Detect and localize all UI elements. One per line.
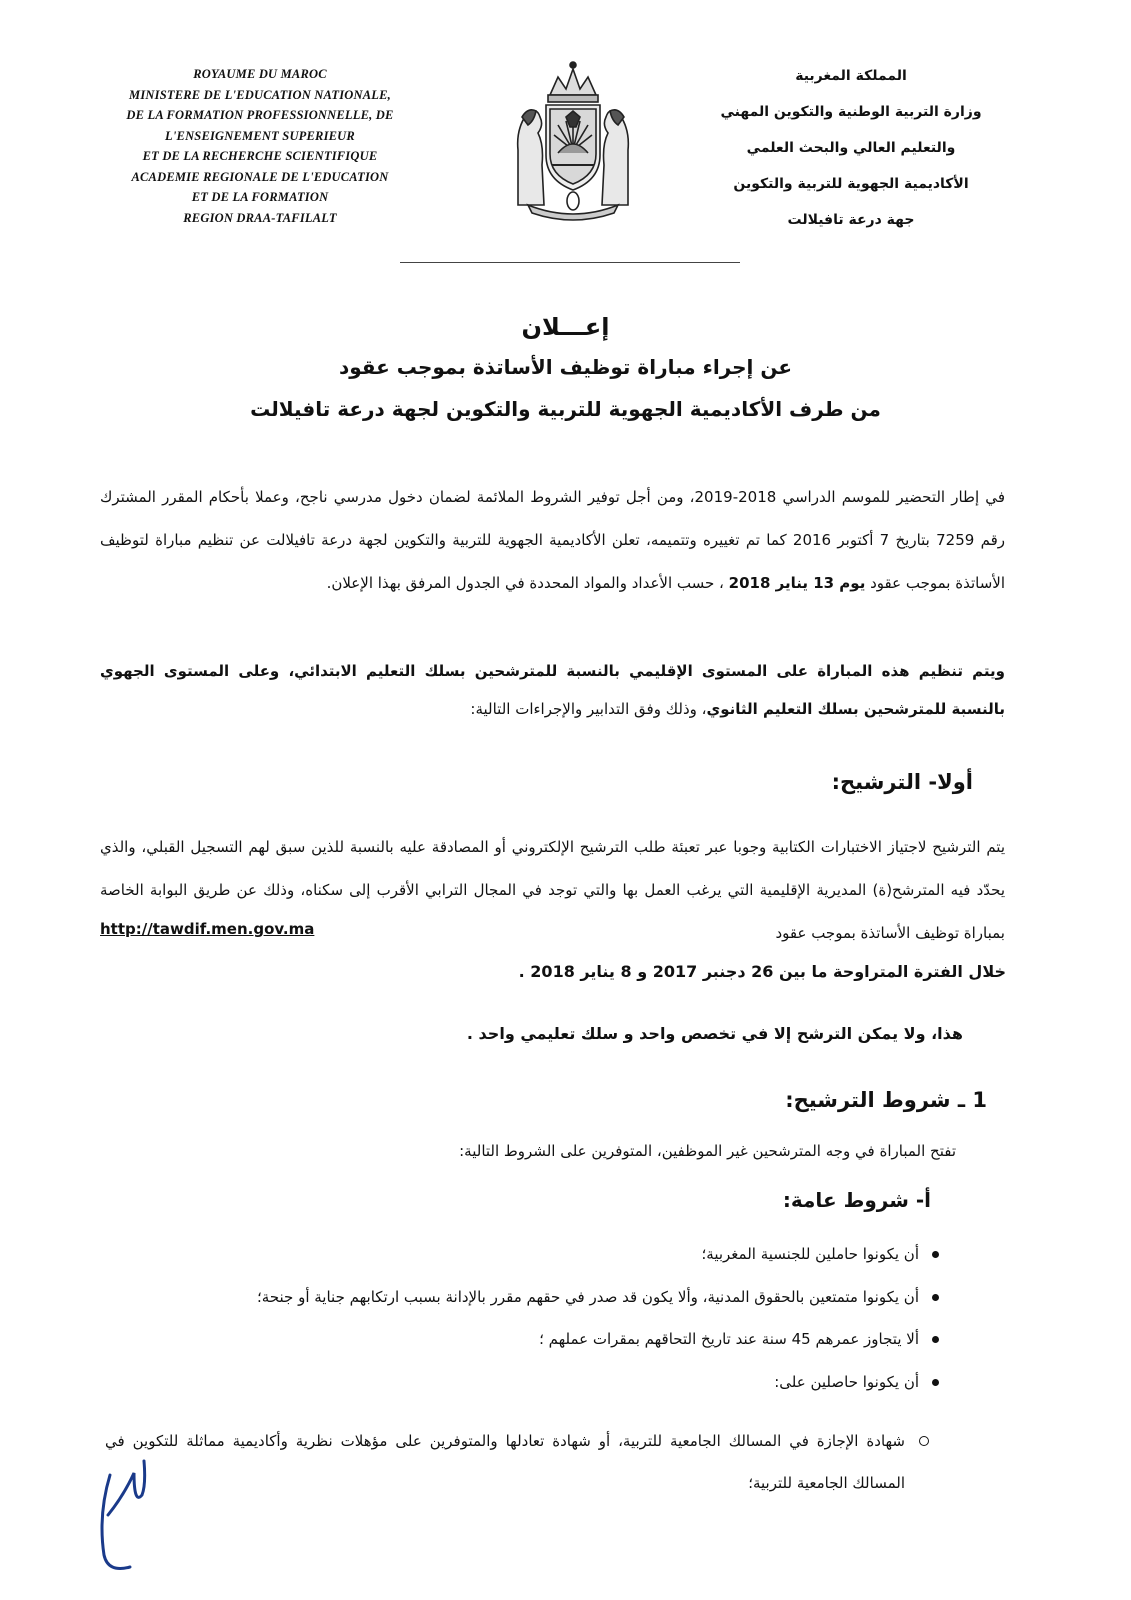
list-item: أن يكونوا حاملين للجنسية المغربية؛ [101,1240,941,1283]
title-main: إعـــلان [521,313,610,341]
french-header-line: REGION DRAA-TAFILALT [183,210,337,225]
conditions-intro: تفتح المباراة في وجه المترشحين غير الموظفين، المتوفرين على الشروط التالية: [459,1142,956,1160]
organization-normal: ، وذلك وفق التدابير والإجراءات التالية: [470,700,707,718]
title-line-3: من طرف الأكاديمية الجهوية للتربية والتكوين لجهة درعة تافيلالت [250,397,881,421]
arabic-header-line: والتعليم العالي والبحث العلمي [746,140,956,156]
arabic-header-line: المملكة المغربية [795,68,907,84]
candidacy-paragraph: يتم الترشيح لاجتياز الاختبارات الكتابية وجوبا عبر تعبئة طلب الترشيح الإلكتروني أو المصادقة عليه بالنسبة للذين سبق لهم التسجيل القبلي، والذي يحدّد فيه المترشح(ة) المديرية الإقليمية التي يرغب العمل بها والتي توجد في المجال الترابي الأقرب إلى سكناه، وذلك عن طريق البوابة الخاصة بمباراة توظيف الأساتذة بموجب عقود [100,838,1005,942]
french-header-line: ROYAUME DU MAROC [193,67,327,81]
section-heading-candidacy: أولا- الترشيح: [831,770,973,794]
arabic-letterhead [701,58,1001,238]
intro-paragraph [100,476,1005,605]
french-header-line: DE LA FORMATION PROFESSIONNELLE, DE [126,108,394,122]
degree-requirement: شهادة الإجازة في المسالك الجامعية للتربية، أو شهادة تعادلها والمتوفرين على مؤهلات نظرية وأكاديمية مماثلة للتكوين في المسالك الجامعية للتربية؛ [105,1420,931,1504]
coat-of-arms-icon [488,55,658,225]
organization-paragraph [100,652,1005,728]
portal-link[interactable]: http://tawdif.men.gov.ma [100,920,315,938]
title-line-2: عن إجراء مباراة توظيف الأساتذة بموجب عقود [338,355,793,379]
announcement-title [200,308,931,430]
section-heading-conditions: 1 ـ شروط الترشيح: [785,1088,987,1112]
header-divider [400,262,740,263]
registration-period: خلال الفترة المتراوحة ما بين 26 دجنبر 2017 و 8 يناير 2018 . [518,962,1006,981]
list-item: ألا يتجاوز عمرهم 45 سنة عند تاريخ التحاقهم بمقرات عملهم ؛ [101,1325,941,1368]
organization-bold: ويتم تنظيم هذه المباراة على المستوى الإقليمي بالنسبة للمترشحين بسلك التعليم الابتدائي، وعلى المستوى الجهوي بالنسبة للمترشحين بسلك التعليم الثانوي [100,662,1005,718]
arabic-header-line: جهة درعة تافيلالت [787,212,915,228]
intro-text-part1: في إطار التحضير للموسم الدراسي 2018-2019، ومن أجل توفير الشروط الملائمة لضمان دخول مدرسي ناجح، وعملا بأحكام المقرر المشترك رقم 7259 بتاريخ 7 أكتوبر 2016 كما تم تغييره وتتميمه، تعلن الأكاديمية الجهوية للتربية والتكوين لجهة درعة تافيلالت عن تنظيم مباراة لتوظيف الأساتذة بموجب عقود [100,488,1005,592]
intro-text-part2: ، حسب الأعداد والمواد المحددة في الجدول المرفق بهذا الإعلان. [326,574,724,592]
french-header-line: ET DE LA FORMATION [191,190,329,204]
arabic-header-line: وزارة التربية الوطنية والتكوين المهني [720,104,982,120]
single-specialty-note: هذا، ولا يمكن الترشح إلا في تخصص واحد و سلك تعليمي واحد . [466,1024,963,1043]
list-item: أن يكونوا حاصلين على: [101,1368,941,1411]
french-header-line: MINISTERE DE L'EDUCATION NATIONALE, [129,87,391,102]
list-item: أن يكونوا متمتعين بالحقوق المدنية، وألا يكون قد صدر في حقهم مقرر بالإدانة بسبب ارتكابهم جناية أو جنحة؛ [101,1283,941,1326]
signature-icon [90,1455,170,1575]
french-header-line: ACADEMIE REGIONALE DE L'EDUCATION [131,169,389,184]
french-header-line: L'ENSEIGNEMENT SUPERIEUR [165,128,355,143]
french-letterhead [110,64,410,228]
exam-date: يوم 13 يناير 2018 [728,574,866,592]
french-header-line: ET DE LA RECHERCHE SCIENTIFIQUE [142,149,378,163]
arabic-header-line: الأكاديمية الجهوية للتربية والتكوين [733,176,969,192]
general-conditions-heading: أ- شروط عامة: [782,1188,931,1212]
general-conditions-list [101,1240,941,1410]
